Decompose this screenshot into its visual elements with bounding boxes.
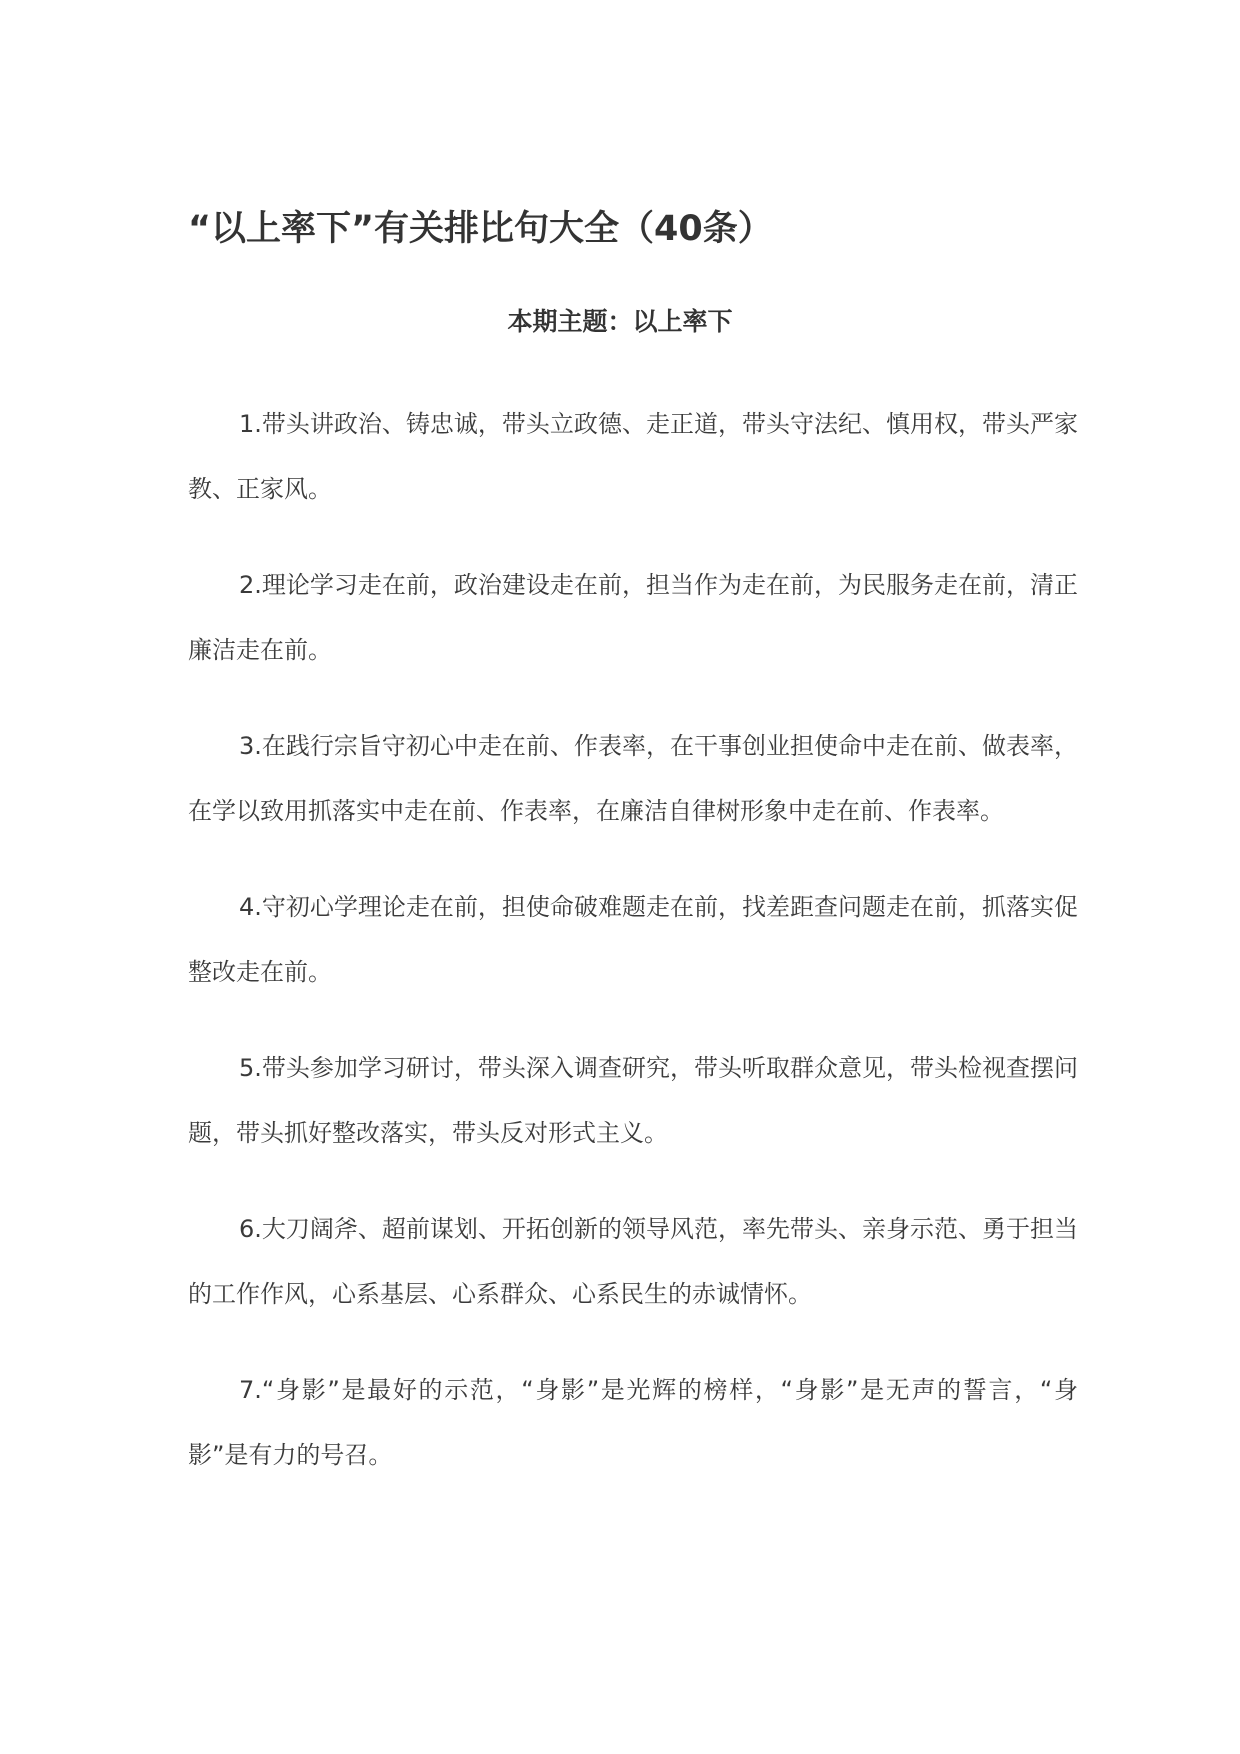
document-subtitle: 本期主题：以上率下 bbox=[507, 307, 733, 336]
paragraph-6: 6.大刀阔斧、超前谋划、开拓创新的领导风范，率先带头、亲身示范、勇于担当的工作作风，心系基层、心系群众、心系民生的赤诚情怀。 bbox=[188, 1215, 1078, 1308]
paragraph-3: 3.在践行宗旨守初心中走在前、作表率，在干事创业担使命中走在前、做表率，在学以致用抓落实中走在前、作表率，在廉洁自律树形象中走在前、作表率。 bbox=[188, 732, 1078, 825]
document-title: “以上率下”有关排比句大全（40条） bbox=[188, 209, 773, 249]
paragraph-2: 2.理论学习走在前，政治建设走在前，担当作为走在前，为民服务走在前，清正廉洁走在前。 bbox=[188, 571, 1078, 664]
paragraph-1: 1.带头讲政治、铸忠诚，带头立政德、走正道，带头守法纪、慎用权，带头严家教、正家风。 bbox=[188, 410, 1078, 503]
paragraph-5: 5.带头参加学习研讨，带头深入调查研究，带头听取群众意见，带头检视查摆问题，带头抓好整改落实，带头反对形式主义。 bbox=[188, 1054, 1078, 1147]
paragraph-7: 7.“身影”是最好的示范，“身影”是光辉的榜样，“身影”是无声的誓言，“身影”是有力的号召。 bbox=[188, 1376, 1078, 1469]
document-body bbox=[188, 392, 1078, 1519]
paragraph-4: 4.守初心学理论走在前，担使命破难题走在前，找差距查问题走在前，抓落实促整改走在前。 bbox=[188, 893, 1078, 986]
